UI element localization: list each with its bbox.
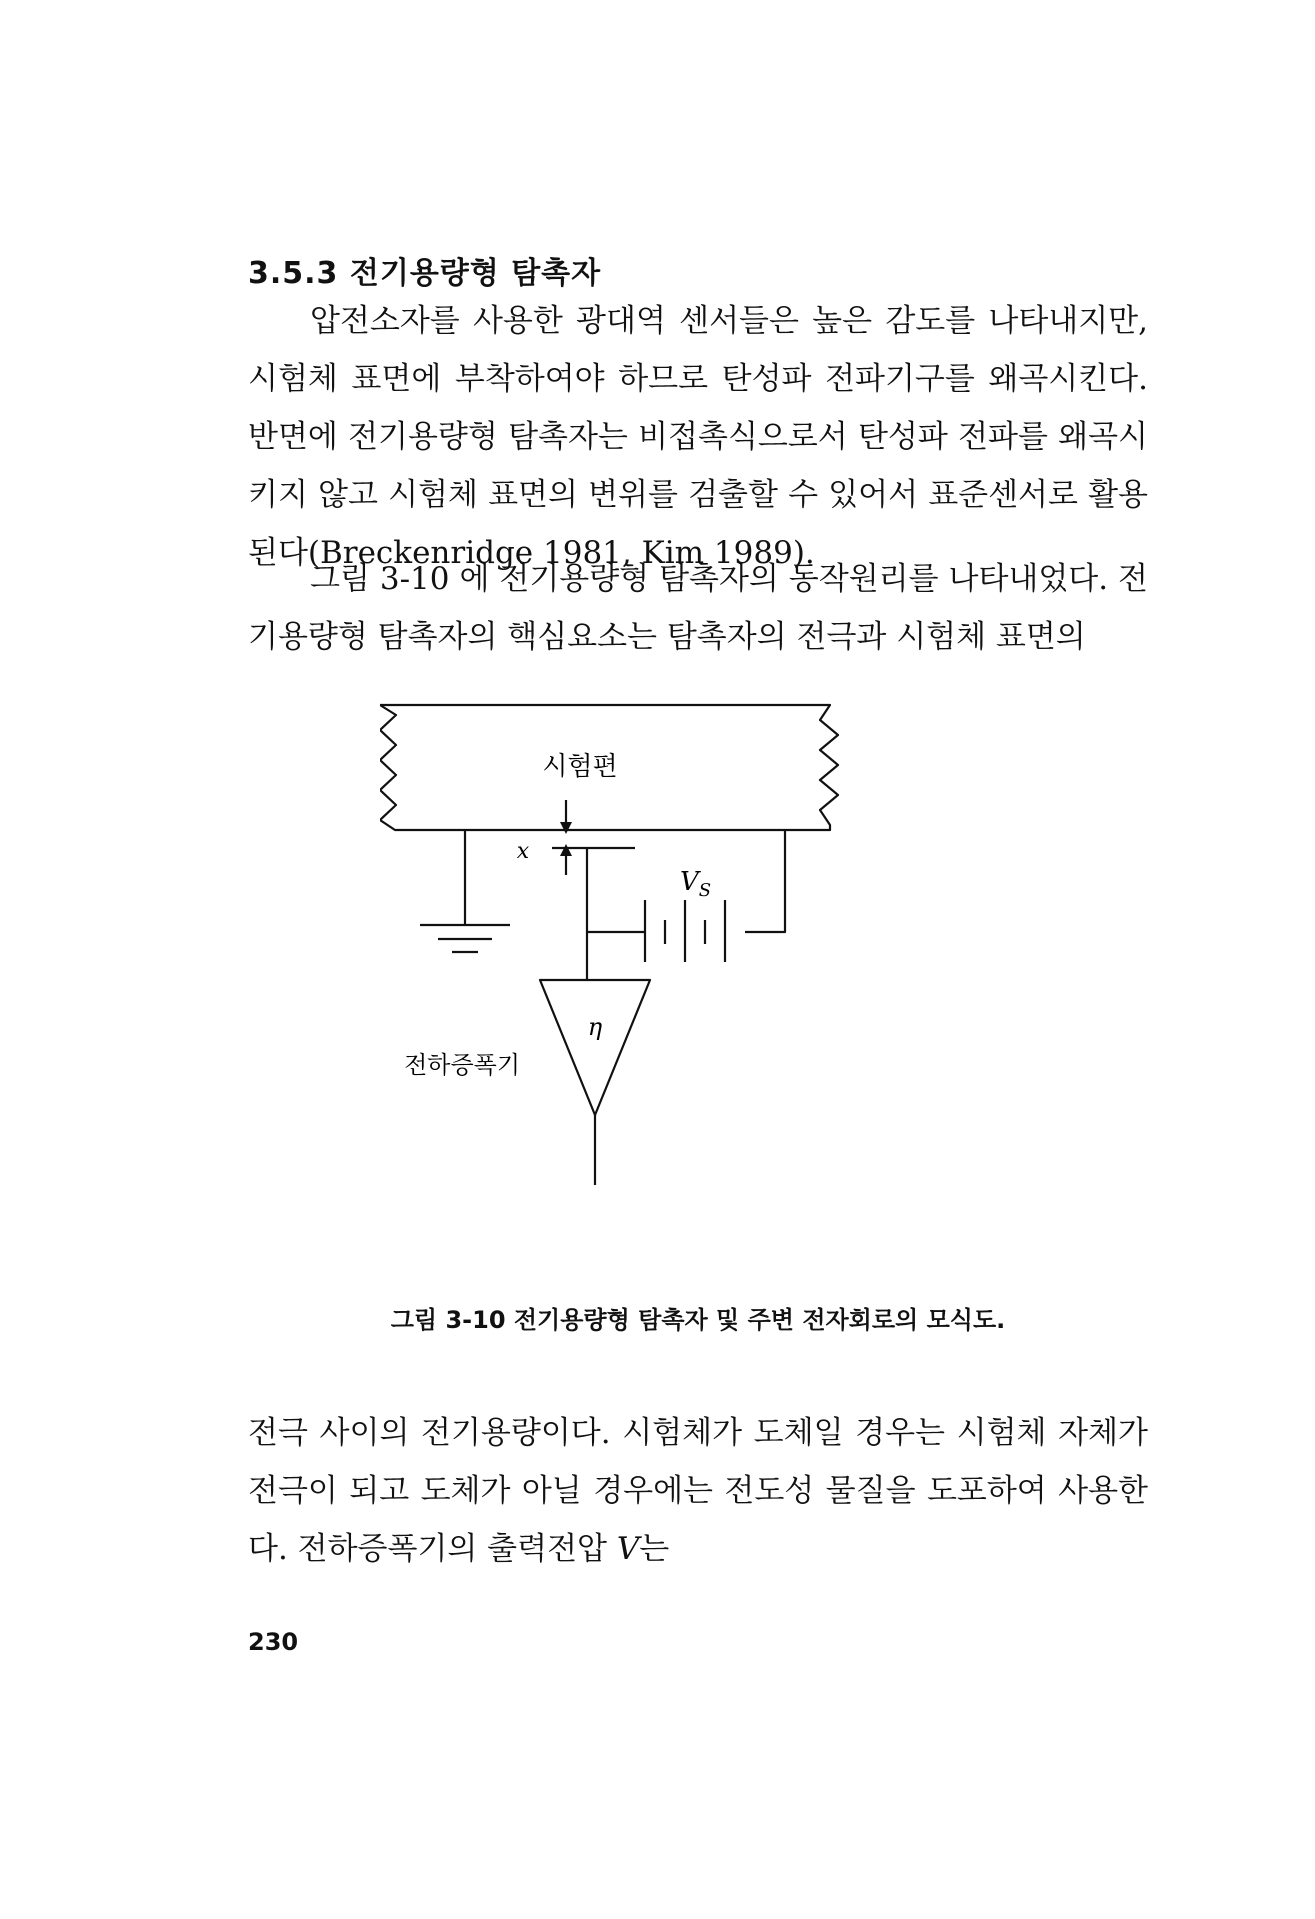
battery-cells — [645, 900, 725, 962]
battery-right-wire — [745, 830, 785, 932]
gain-label: η — [587, 1013, 603, 1041]
paragraph-3-text: 전극 사이의 전기용량이다. 시험체가 도체일 경우는 시험체 자체가 전극이 되고 도체가 아닐 경우에는 전도성 물질을 도포하여 사용한다. 전하증폭기의 출력전압 — [248, 1415, 1148, 1567]
paragraph-3-tail: 는 — [639, 1531, 670, 1567]
voltage-label-main: V — [680, 867, 699, 897]
gap-arrowhead-up — [560, 844, 572, 856]
paragraph-3 — [248, 1404, 1148, 1578]
amplifier-triangle — [540, 980, 650, 1115]
gap-arrowhead-down — [560, 822, 572, 834]
voltage-label-sub: S — [698, 880, 712, 901]
gap-label: x — [516, 839, 530, 864]
section-heading: 3.5.3 전기용량형 탐촉자 — [248, 256, 602, 291]
figure-3-10 — [380, 690, 1040, 1290]
paragraph-1: 압전소자를 사용한 광대역 센서들은 높은 감도를 나타내지만, 시험체 표면에 부착하여야 하므로 탄성파 전파기구를 왜곡시킨다. 반면에 전기용량형 탐촉자는 비접촉식으로서 탄성파 전파를 왜곡시키지 않고 시험체 표면의 변위를 검출할 수 있어서 표준센서로 활용된다(Breckenridge 1981, Kim 1989). — [248, 303, 1148, 571]
paragraph-2: 그림 3-10 에 전기용량형 탐촉자의 동작원리를 나타내었다. 전기용량형 탐촉자의 핵심요소는 탐촉자의 전극과 시험체 표면의 — [248, 561, 1148, 655]
amplifier-label: 전하증폭기 — [404, 1051, 520, 1079]
page-number: 230 — [248, 1628, 299, 1656]
voltage-label — [680, 867, 711, 901]
ground-symbol — [420, 925, 510, 952]
specimen-label: 시험편 — [542, 752, 618, 782]
circuit-diagram — [380, 690, 1040, 1290]
figure-caption: 그림 3-10 전기용량형 탐촉자 및 주변 전자회로의 모식도. — [390, 1306, 1006, 1334]
output-voltage-symbol: V — [616, 1531, 640, 1567]
